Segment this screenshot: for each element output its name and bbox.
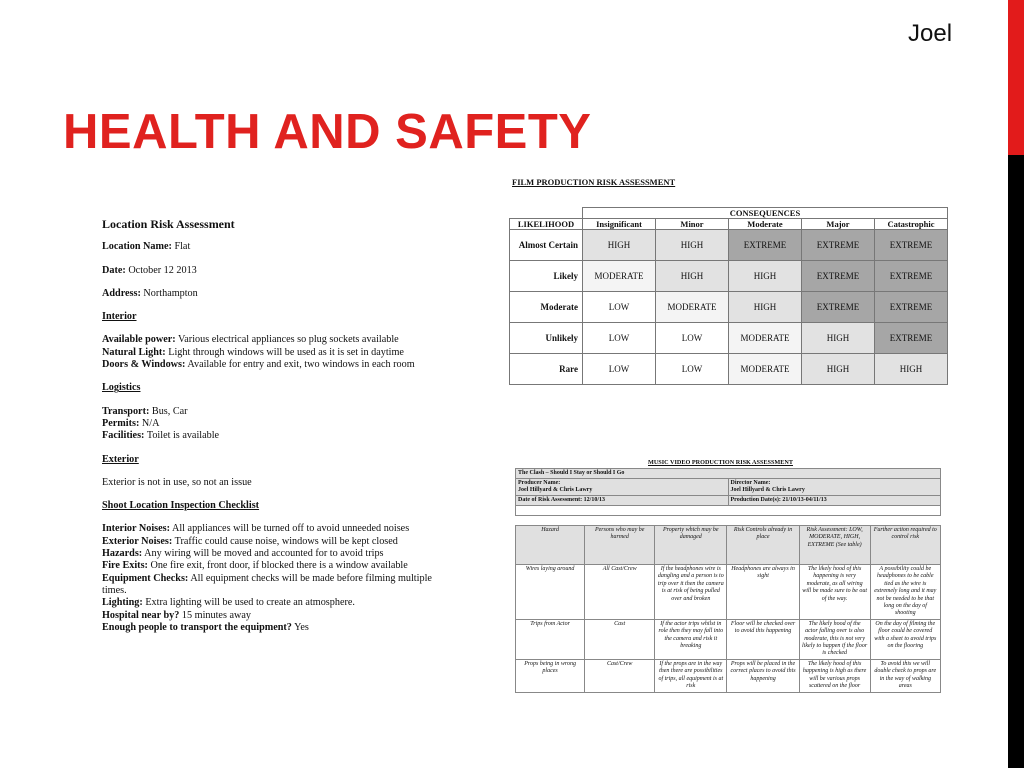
- consequence-header: Minor: [656, 219, 729, 230]
- matrix-row: [510, 354, 948, 385]
- table-cell: If the headphones wire is dangling and a person is to trip over it then the camera is at risk of being pulled over and broken: [655, 565, 727, 620]
- table-cell: Cast: [585, 619, 655, 659]
- consequence-header: Insignificant: [583, 219, 656, 230]
- doors-row: Doors & Windows: Available for entry and exit, two windows in each room: [102, 359, 415, 371]
- fire-exits-row: Fire Exits: One fire exit, front door, if blocked there is a window available: [102, 560, 408, 572]
- likelihood-header: LIKELIHOOD: [510, 219, 583, 230]
- risk-level-cell: EXTREME: [802, 230, 875, 261]
- music-video-risk-table: [515, 525, 941, 693]
- risk-level-cell: EXTREME: [802, 261, 875, 292]
- matrix-row: [510, 323, 948, 354]
- consequence-header: Major: [802, 219, 875, 230]
- table-cell: Cast/Crew: [585, 659, 655, 692]
- table-cell: Props will be placed in the correct places to avoid this happening: [727, 659, 799, 692]
- music-video-info: [515, 468, 941, 516]
- transport-people-row: Enough people to transport the equipment? Yes: [102, 621, 309, 633]
- logistics-heading: Logistics: [102, 382, 141, 394]
- risk-level-cell: LOW: [583, 323, 656, 354]
- project-name: The Clash – Should I Stay or Should I Go: [516, 469, 941, 479]
- risk-level-cell: MODERATE: [656, 292, 729, 323]
- table-cell: The likely hood of this happening is high as there will be various props scattered on the floor: [799, 659, 870, 692]
- consequences-header: CONSEQUENCES: [583, 208, 948, 219]
- likelihood-label: Almost Certain: [510, 230, 583, 261]
- table-cell: Wires laying around: [516, 565, 585, 620]
- matrix-row: [510, 230, 948, 261]
- risk-level-cell: LOW: [656, 354, 729, 385]
- hospital-row: Hospital near by? 15 minutes away: [102, 609, 251, 621]
- table-cell: Floor will be checked over to avoid this happening: [727, 619, 799, 659]
- risk-level-cell: HIGH: [729, 292, 802, 323]
- address-row: Address: Northampton: [102, 287, 198, 299]
- table-cell: All Cast/Crew: [585, 565, 655, 620]
- risk-level-cell: LOW: [656, 323, 729, 354]
- risk-level-cell: LOW: [583, 354, 656, 385]
- exterior-row: Exterior is not in use, so not an issue: [102, 476, 252, 488]
- matrix-row: [510, 261, 948, 292]
- transport-row: Transport: Bus, Car: [102, 405, 188, 417]
- risk-table-body: [516, 565, 941, 693]
- interior-noises-row: Interior Noises: All appliances will be turned off to avoid unneeded noises: [102, 523, 410, 535]
- checklist-heading: Shoot Location Inspection Checklist: [102, 500, 260, 512]
- risk-level-cell: HIGH: [656, 261, 729, 292]
- interior-heading: Interior: [102, 311, 137, 323]
- risk-table-header: Persons who may be harmed: [585, 526, 655, 565]
- accent-stripe-red: [1008, 0, 1024, 155]
- doc-heading: Location Risk Assessment: [102, 217, 235, 231]
- assessment-date: Date of Risk Assessment: 12/10/13: [516, 496, 729, 506]
- accent-stripe-black: [1008, 155, 1024, 768]
- likelihood-label: Likely: [510, 261, 583, 292]
- table-row: [516, 619, 941, 659]
- exterior-heading: Exterior: [102, 453, 139, 465]
- table-cell: Props being in wrong places: [516, 659, 585, 692]
- risk-level-cell: HIGH: [802, 323, 875, 354]
- slide-title: HEALTH AND SAFETY: [63, 105, 592, 159]
- table-cell: If the actor trips whilst in role then they may fall into the camera and risk it breaking: [655, 619, 727, 659]
- consequence-header: Moderate: [729, 219, 802, 230]
- exterior-noises-row: Exterior Noises: Traffic could cause noise, windows will be kept closed: [102, 535, 398, 547]
- risk-level-cell: EXTREME: [875, 323, 948, 354]
- table-cell: If the props are in the way then there are possibilities of trips, all equipment is at risk: [655, 659, 727, 692]
- table-cell: A possibility could be headphones to be cable tied as the wire is extremely long and it may not be needed to be that long on the day of shooting: [870, 565, 940, 620]
- equipment-row: Equipment Checks: All equipment checks will be made before filming multiple: [102, 572, 432, 584]
- matrix-row: [510, 292, 948, 323]
- matrix-title: FILM PRODUCTION RISK ASSESSMENT: [512, 177, 676, 187]
- table-cell: To avoid this we will double check to props are in the way of walking areas: [870, 659, 940, 692]
- table-row: [516, 659, 941, 692]
- likelihood-label: Unlikely: [510, 323, 583, 354]
- producer-cell: Producer Name: Joel Hillyard & Chris Lawry: [516, 479, 729, 496]
- table-row: [516, 565, 941, 620]
- table-cell: On the day of filming the floor could be covered with a sheet to avoid trips on the flooring: [870, 619, 940, 659]
- likelihood-label: Rare: [510, 354, 583, 385]
- risk-level-cell: EXTREME: [802, 292, 875, 323]
- risk-table-header: Property which may be damaged: [655, 526, 727, 565]
- risk-level-cell: HIGH: [875, 354, 948, 385]
- table-cell: The likely hood of the actor falling over is also moderate, this is not very likely to happen if the floor is checked: [799, 619, 870, 659]
- risk-level-cell: EXTREME: [875, 261, 948, 292]
- likelihood-label: Moderate: [510, 292, 583, 323]
- facilities-row: Facilities: Toilet is available: [102, 430, 220, 442]
- table-cell: Headphones are always in sight: [727, 565, 799, 620]
- production-dates: Production Date(s): 21/10/13-04/11/13: [728, 496, 941, 506]
- risk-level-cell: HIGH: [802, 354, 875, 385]
- risk-level-cell: HIGH: [729, 261, 802, 292]
- risk-level-cell: EXTREME: [729, 230, 802, 261]
- risk-table-header: Hazard: [516, 526, 585, 565]
- permits-row: Permits: N/A: [102, 417, 160, 429]
- table-cell: Trips from Actor: [516, 619, 585, 659]
- risk-level-cell: MODERATE: [583, 261, 656, 292]
- light-row: Natural Light: Light through windows will be used as it is set in daytime: [102, 346, 404, 358]
- risk-level-cell: HIGH: [656, 230, 729, 261]
- risk-level-cell: EXTREME: [875, 292, 948, 323]
- power-row: Available power: Various electrical appliances so plug sockets available: [102, 334, 399, 346]
- risk-level-cell: EXTREME: [875, 230, 948, 261]
- risk-level-cell: MODERATE: [729, 323, 802, 354]
- location-name-row: Location Name: Flat: [102, 241, 191, 253]
- date-row: Date: October 12 2013: [102, 264, 197, 276]
- risk-table-header: Risk Controls already in place: [727, 526, 799, 565]
- matrix-body: [510, 230, 948, 385]
- risk-table-header: Risk Assessment: LOW, MODERATE, HIGH, EXTREME (See table): [799, 526, 870, 565]
- hazards-row: Hazards: Any wiring will be moved and accounted for to avoid trips: [102, 548, 384, 560]
- risk-level-cell: HIGH: [583, 230, 656, 261]
- director-cell: Director Name: Joel Hillyard & Chris Lawry: [728, 479, 941, 496]
- location-risk-assessment: [102, 218, 462, 634]
- risk-level-cell: MODERATE: [729, 354, 802, 385]
- table-cell: The likely hood of this happening is very moderate, as all wiring will be made sure to be out of the way.: [799, 565, 870, 620]
- consequence-header: Catastrophic: [875, 219, 948, 230]
- lighting-row: Lighting: Extra lighting will be used to create an atmosphere.: [102, 597, 355, 609]
- risk-table-header: Further action required to control risk: [870, 526, 940, 565]
- risk-table-header-row: [516, 526, 941, 565]
- equipment-row-cont: times.: [102, 584, 127, 596]
- risk-level-cell: LOW: [583, 292, 656, 323]
- music-video-title: MUSIC VIDEO PRODUCTION RISK ASSESSMENT: [648, 459, 793, 466]
- author-name: Joel: [908, 20, 953, 47]
- risk-matrix: [509, 207, 948, 385]
